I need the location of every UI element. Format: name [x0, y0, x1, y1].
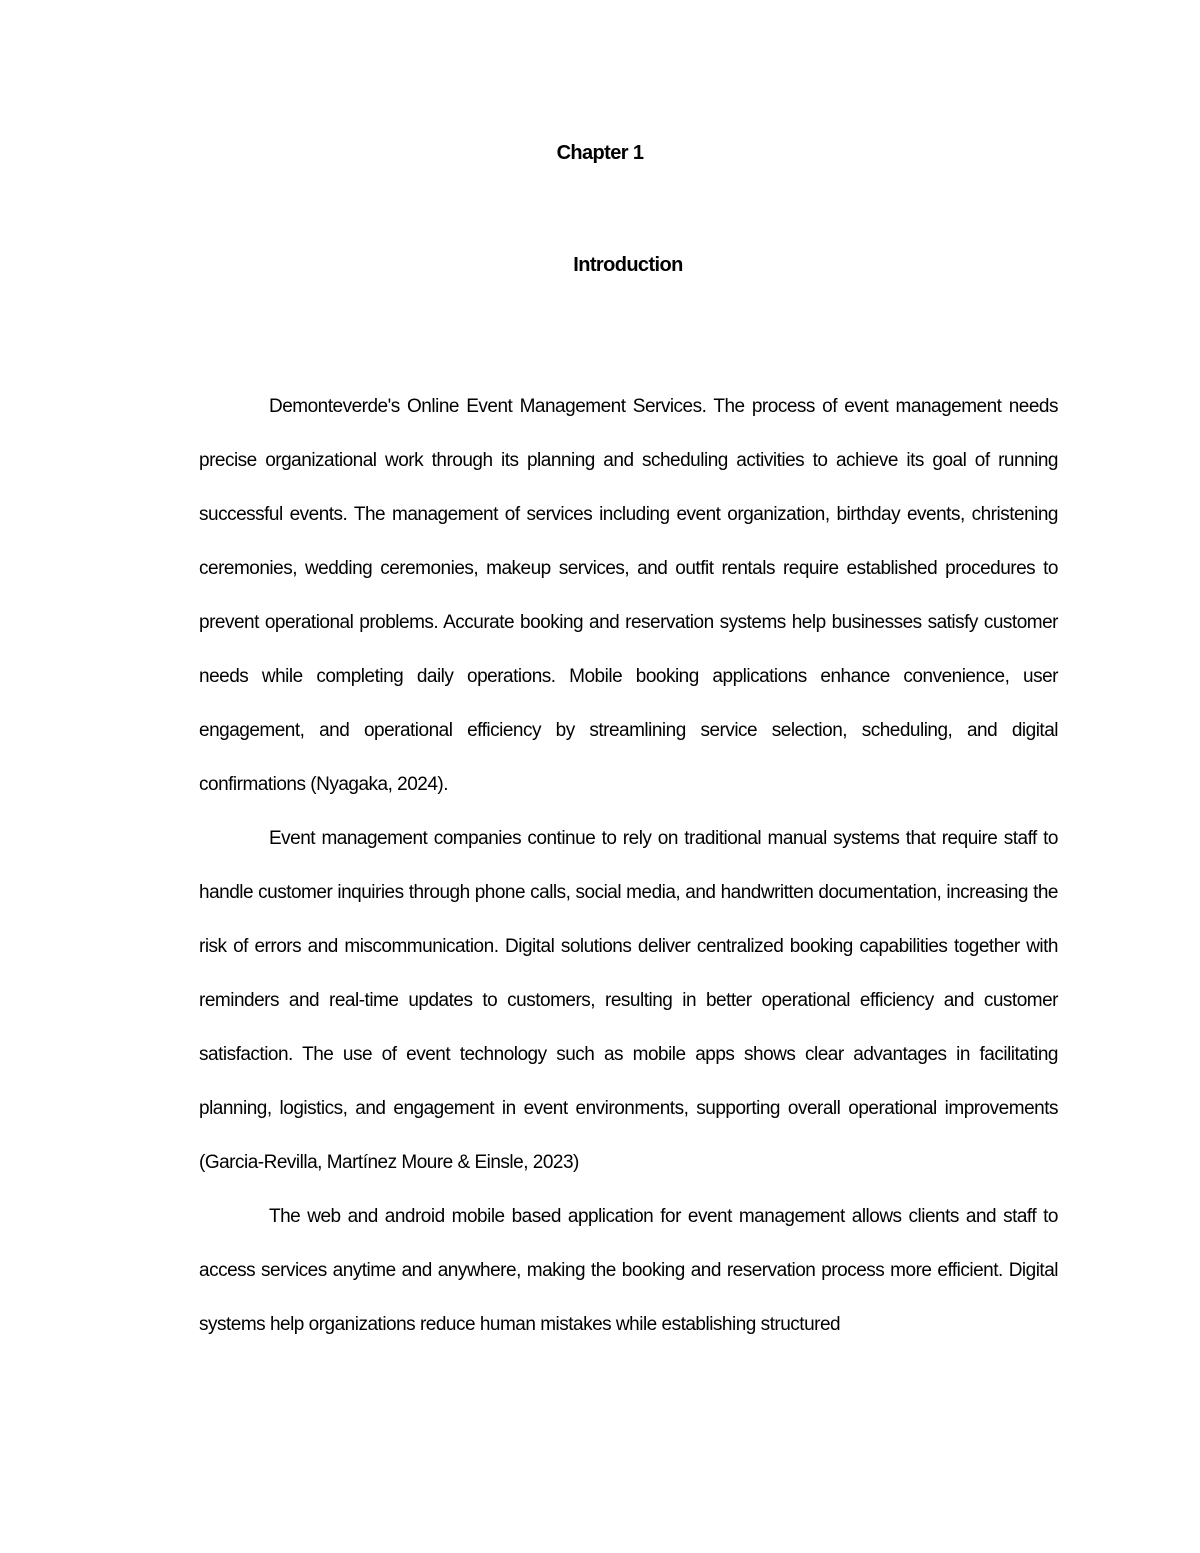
body-text	[199, 380, 1058, 1352]
paragraph-2: Event management companies continue to rely on traditional manual systems that require staff to handle customer inquiries through phone calls, social media, and handwritten documentation, increasing the risk of errors and miscommunication. Digital solutions deliver centralized booking capabilities together with reminders and real-time updates to customers, resulting in better operational efficiency and customer satisfaction. The use of event technology such as mobile apps shows clear advantages in facilitating planning, logistics, and engagement in event environments, supporting overall operational improvements (Garcia-Revilla, Martínez Moure & Einsle, 2023)	[199, 828, 1058, 1173]
chapter-title: Chapter 1	[556, 142, 644, 164]
paragraph-1: Demonteverde's Online Event Management Services. The process of event management needs precise organizational work through its planning and scheduling activities to achieve its goal of running successful events. The management of services including event organization, birthday events, christening ceremonies, wedding ceremonies, makeup services, and outfit rentals require established procedures to prevent operational problems. Accurate booking and reservation systems help businesses satisfy customer needs while completing daily operations. Mobile booking applications enhance convenience, user engagement, and operational efficiency by streamlining service selection, scheduling, and digital confirmations (Nyagaka, 2024).	[199, 396, 1058, 795]
section-title: Introduction	[573, 254, 683, 276]
paragraph-3: The web and android mobile based application for event management allows clients and staff to access services anytime and anywhere, making the booking and reservation process more efficient. Digital systems help organizations reduce human mistakes while establishing structured	[199, 1206, 1058, 1335]
